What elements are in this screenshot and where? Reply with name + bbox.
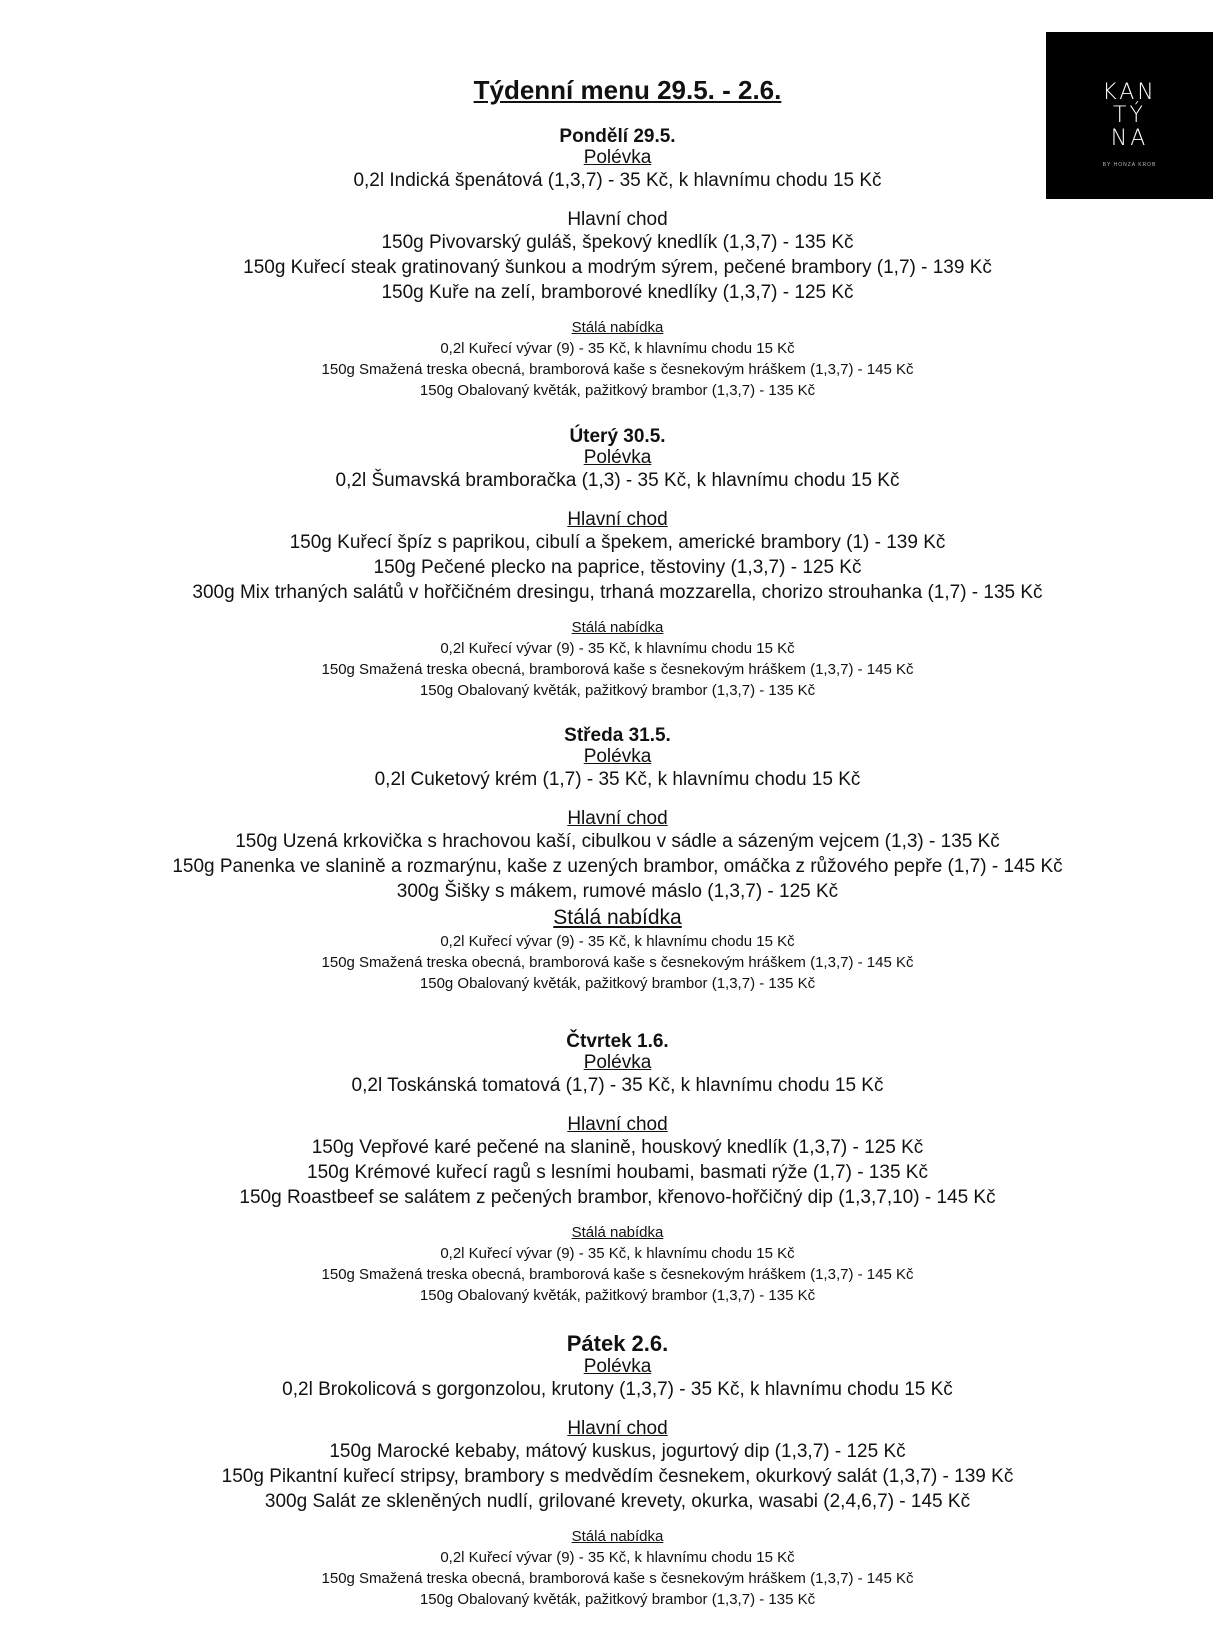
standard-heading: Stálá nabídka bbox=[553, 906, 682, 929]
standard-heading: Stálá nabídka bbox=[571, 319, 664, 336]
logo-subtitle: BY HONZA KROB bbox=[1102, 162, 1157, 168]
main-item: 150g Kuřecí špíz s paprikou, cibulí a špekem, americké brambory (1) - 139 Kč bbox=[289, 532, 946, 553]
day-monday bbox=[60, 126, 1175, 401]
main-item: 150g Pivovarský guláš, špekový knedlík (1,3,7) - 135 Kč bbox=[381, 232, 854, 253]
main-item: 150g Roastbeef se salátem z pečených brambor, křenovo-hořčičný dip (1,3,7,10) - 145 Kč bbox=[239, 1187, 996, 1208]
standard-item: 150g Smažená treska obecná, bramborová kaše s česnekovým hráškem (1,3,7) - 145 Kč bbox=[321, 1570, 914, 1587]
soup-heading: Polévka bbox=[583, 746, 652, 767]
standard-item: 150g Obalovaný květák, pažitkový brambor (1,3,7) - 135 Kč bbox=[419, 1287, 816, 1304]
standard-item: 0,2l Kuřecí vývar (9) - 35 Kč, k hlavnímu chodu 15 Kč bbox=[440, 640, 795, 657]
main-item: 150g Kuřecí steak gratinovaný šunkou a modrým sýrem, pečené brambory (1,7) - 139 Kč bbox=[243, 257, 992, 278]
day-name: Pátek 2.6. bbox=[566, 1331, 669, 1356]
main-item: 300g Šišky s mákem, rumové máslo (1,3,7) - 125 Kč bbox=[396, 881, 839, 902]
main-heading: Hlavní chod bbox=[567, 209, 668, 230]
soup-item: 0,2l Cuketový krém (1,7) - 35 Kč, k hlavnímu chodu 15 Kč bbox=[374, 769, 861, 790]
standard-heading: Stálá nabídka bbox=[571, 1528, 664, 1545]
standard-item: 150g Smažená treska obecná, bramborová kaše s česnekovým hráškem (1,3,7) - 145 Kč bbox=[321, 1266, 914, 1283]
standard-item: 0,2l Kuřecí vývar (9) - 35 Kč, k hlavnímu chodu 15 Kč bbox=[440, 933, 795, 950]
logo-line-2: TÝ bbox=[1113, 103, 1146, 128]
standard-item: 150g Obalovaný květák, pažitkový brambor (1,3,7) - 135 Kč bbox=[419, 1591, 816, 1608]
day-name: Čtvrtek 1.6. bbox=[566, 1031, 669, 1052]
standard-item: 0,2l Kuřecí vývar (9) - 35 Kč, k hlavnímu chodu 15 Kč bbox=[440, 1549, 795, 1566]
standard-item: 150g Obalovaný květák, pažitkový brambor (1,3,7) - 135 Kč bbox=[419, 382, 816, 399]
standard-item: 150g Smažená treska obecná, bramborová kaše s česnekovým hráškem (1,3,7) - 145 Kč bbox=[321, 361, 914, 378]
main-heading: Hlavní chod bbox=[567, 1418, 668, 1439]
main-item: 150g Vepřové karé pečené na slanině, houskový knedlík (1,3,7) - 125 Kč bbox=[311, 1137, 924, 1158]
main-item: 150g Pikantní kuřecí stripsy, brambory s medvědím česnekem, okurkový salát (1,3,7) - 139 Kč bbox=[221, 1466, 1014, 1487]
soup-heading: Polévka bbox=[583, 1356, 652, 1377]
main-item: 150g Kuře na zelí, bramborové knedlíky (1,3,7) - 125 Kč bbox=[381, 282, 854, 303]
day-wednesday bbox=[60, 725, 1175, 994]
main-heading: Hlavní chod bbox=[567, 808, 668, 829]
main-item: 150g Panenka ve slanině a rozmarýnu, kaše z uzených brambor, omáčka z růžového pepře (1,7) - 145 Kč bbox=[172, 856, 1063, 877]
standard-item: 150g Obalovaný květák, pažitkový brambor (1,3,7) - 135 Kč bbox=[419, 682, 816, 699]
page-title: Týdenní menu 29.5. - 2.6. bbox=[473, 75, 782, 105]
main-item: 150g Krémové kuřecí ragů s lesními houbami, basmati rýže (1,7) - 135 Kč bbox=[307, 1162, 928, 1183]
soup-heading: Polévka bbox=[583, 447, 652, 468]
day-tuesday bbox=[60, 426, 1175, 701]
soup-item: 0,2l Brokolicová s gorgonzolou, krutony (1,3,7) - 35 Kč, k hlavnímu chodu 15 Kč bbox=[282, 1379, 953, 1400]
day-thursday bbox=[60, 1031, 1175, 1306]
main-item: 150g Pečené plecko na paprice, těstoviny (1,3,7) - 125 Kč bbox=[373, 557, 862, 578]
day-name: Pondělí 29.5. bbox=[559, 126, 676, 147]
main-item: 300g Mix trhaných salátů v hořčičném dresingu, trhaná mozzarella, chorizo strouhanka (1,7) - 135 Kč bbox=[192, 582, 1043, 603]
standard-item: 150g Smažená treska obecná, bramborová kaše s česnekovým hráškem (1,3,7) - 145 Kč bbox=[321, 954, 914, 971]
standard-item: 150g Smažená treska obecná, bramborová kaše s česnekovým hráškem (1,3,7) - 145 Kč bbox=[321, 661, 914, 678]
soup-item: 0,2l Indická špenátová (1,3,7) - 35 Kč, k hlavnímu chodu 15 Kč bbox=[353, 170, 882, 191]
standard-heading: Stálá nabídka bbox=[571, 1224, 664, 1241]
standard-item: 0,2l Kuřecí vývar (9) - 35 Kč, k hlavnímu chodu 15 Kč bbox=[440, 1245, 795, 1262]
logo-line-1: KAN bbox=[1102, 80, 1157, 105]
soup-heading: Polévka bbox=[583, 147, 652, 168]
main-item: 300g Salát ze skleněných nudlí, grilované krevety, okurka, wasabi (2,4,6,7) - 145 Kč bbox=[264, 1491, 971, 1512]
main-item: 150g Uzená krkovička s hrachovou kaší, cibulkou v sádle a sázeným vejcem (1,3) - 135 Kč bbox=[235, 831, 1000, 852]
soup-heading: Polévka bbox=[583, 1052, 652, 1073]
standard-item: 0,2l Kuřecí vývar (9) - 35 Kč, k hlavnímu chodu 15 Kč bbox=[440, 340, 795, 357]
standard-item: 150g Obalovaný květák, pažitkový brambor (1,3,7) - 135 Kč bbox=[419, 975, 816, 992]
soup-item: 0,2l Šumavská bramboračka (1,3) - 35 Kč, k hlavnímu chodu 15 Kč bbox=[335, 470, 900, 491]
main-heading: Hlavní chod bbox=[567, 1114, 668, 1135]
day-name: Středa 31.5. bbox=[564, 725, 671, 746]
main-heading: Hlavní chod bbox=[567, 509, 668, 530]
soup-item: 0,2l Toskánská tomatová (1,7) - 35 Kč, k hlavnímu chodu 15 Kč bbox=[351, 1075, 884, 1096]
main-item: 150g Marocké kebaby, mátový kuskus, jogurtový dip (1,3,7) - 125 Kč bbox=[329, 1441, 906, 1462]
day-name: Úterý 30.5. bbox=[569, 426, 666, 447]
standard-heading: Stálá nabídka bbox=[571, 619, 664, 636]
day-friday bbox=[60, 1332, 1175, 1610]
logo-line-3: NA bbox=[1110, 126, 1149, 151]
